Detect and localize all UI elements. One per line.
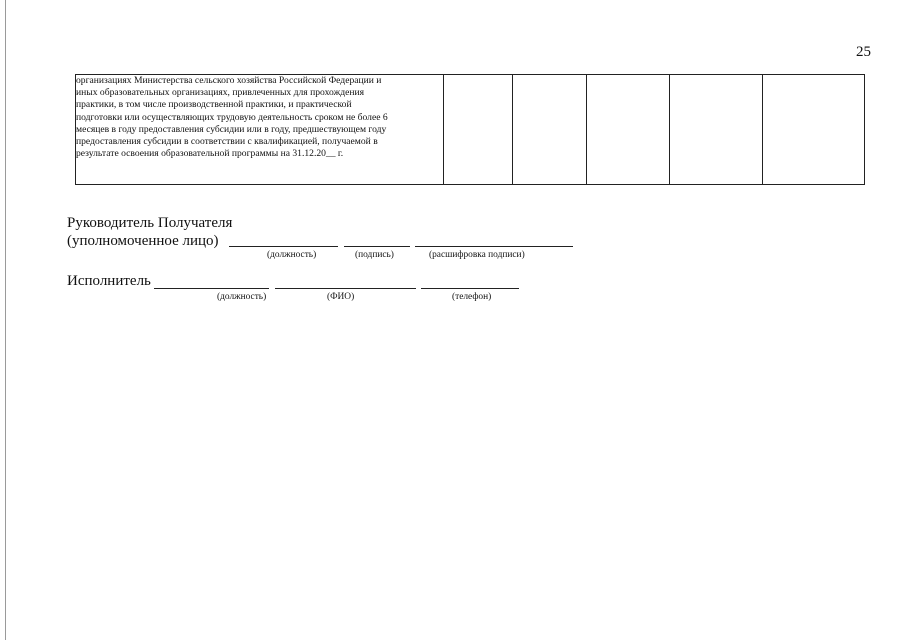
data-table: [75, 74, 865, 185]
table-cell: [513, 75, 587, 185]
row-text-line: практики, в том числе производственной практики, и практической: [76, 99, 352, 111]
page-number: 25: [856, 44, 871, 60]
row-description-cell: [76, 75, 444, 185]
executor-caption-phone: (телефон): [452, 292, 492, 302]
table-cell: [670, 75, 763, 185]
executor-name-line: [275, 288, 416, 289]
executor-position-line: [154, 288, 269, 289]
scan-edge-line: [5, 0, 6, 640]
head-title-line1: Руководитель Получателя: [67, 215, 233, 231]
head-caption-position: (должность): [267, 250, 317, 260]
head-signature-line: [344, 246, 410, 247]
row-text-line: результате освоения образовательной программы на 31.12.20__ г.: [76, 148, 344, 160]
executor-caption-name: (ФИО): [327, 292, 355, 302]
row-text-line: организациях Министерства сельского хозяйства Российской Федерации и: [76, 75, 382, 86]
head-caption-signature: (подпись): [355, 250, 394, 260]
executor-caption-position: (должность): [217, 292, 267, 302]
row-text-line: предоставления субсидии в соответствии с квалификацией, получаемой в: [76, 136, 378, 148]
head-caption-decoding: (расшифровка подписи): [429, 250, 525, 260]
executor-title: Исполнитель: [67, 273, 151, 289]
table-row: [76, 75, 865, 185]
table-cell: [763, 75, 865, 185]
head-decoding-line: [415, 246, 573, 247]
head-position-line: [229, 246, 338, 247]
head-title-line2: (уполномоченное лицо): [67, 233, 219, 249]
executor-phone-line: [421, 288, 519, 289]
row-text-line: иных образовательных организациях, привлеченных для прохождения: [76, 87, 365, 99]
table-cell: [587, 75, 670, 185]
table-cell: [444, 75, 513, 185]
row-text-line: месяцев в году предоставления субсидии или в году, предшествующем году: [76, 123, 387, 135]
row-text-line: подготовки или осуществляющих трудовую деятельность сроком не более 6: [76, 111, 388, 123]
